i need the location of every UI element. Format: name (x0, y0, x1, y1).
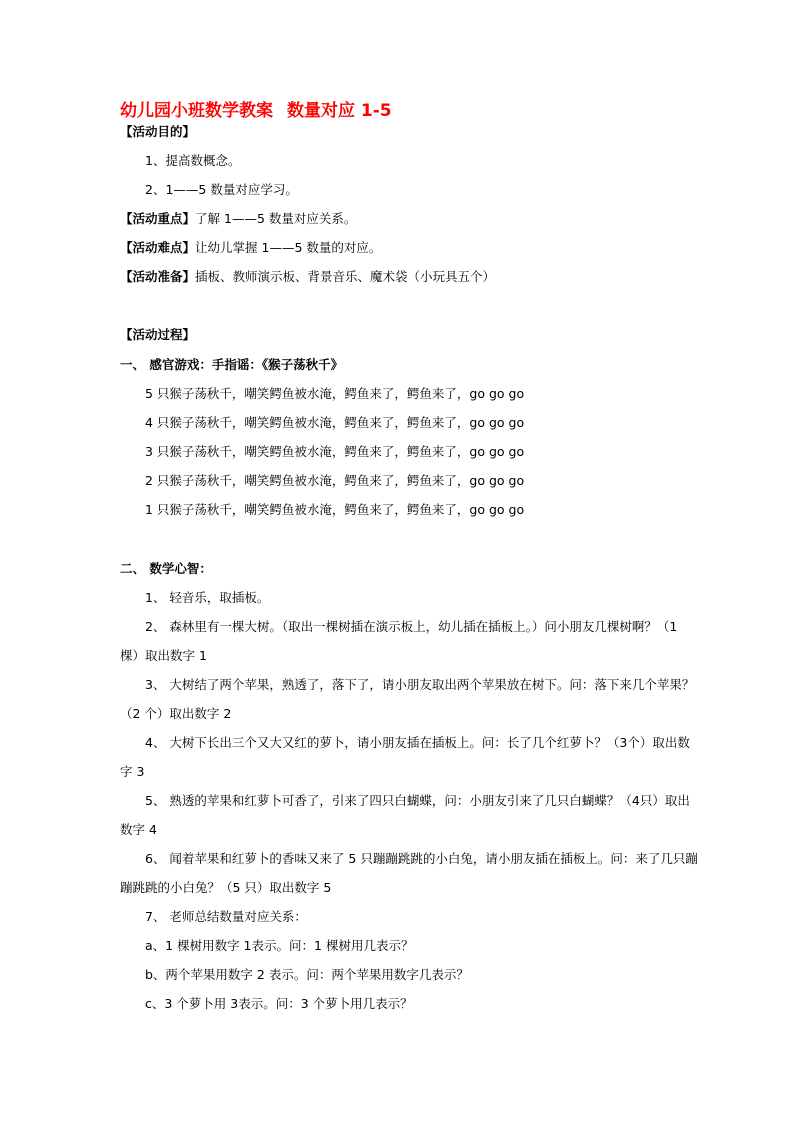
rhyme-line: 1 只猴子荡秋千，嘲笑鳄鱼被水淹，鳄鱼来了，鳄鱼来了，go go go (145, 502, 525, 517)
summary-item-c: c、3 个萝卜用 3表示。问：3 个萝卜用几表示？ (145, 996, 413, 1011)
difficulty-label: 【活动难点】 (120, 240, 196, 255)
summary-item-a: a、1 棵树用数字 1表示。问：1 棵树用几表示？ (145, 938, 414, 953)
focus-label: 【活动重点】 (120, 211, 196, 226)
title-subtitle: 数量对应 1-5 (287, 101, 392, 121)
step-6-continued: 蹦跳跳的小白兔？（5 只）取出数字 5 (120, 880, 332, 895)
preparation-label: 【活动准备】 (120, 269, 196, 284)
step-3-continued: （2 个）取出数字 2 (120, 706, 232, 721)
objective-item-1: 1、提高数概念。 (145, 153, 241, 168)
step-4: 4、 大树下长出三个又大又红的萝卜，请小朋友插在插板上。问：长了几个红萝卜？（3个）取出数 (145, 735, 690, 750)
part2-heading: 二、 数学心智： (120, 561, 212, 576)
objectives-heading: 【活动目的】 (120, 124, 196, 139)
step-1: 1、 轻音乐，取插板。 (145, 590, 270, 605)
step-5-continued: 数字 4 (120, 822, 157, 837)
rhyme-line: 5 只猴子荡秋千，嘲笑鳄鱼被水淹，鳄鱼来了，鳄鱼来了，go go go (145, 386, 525, 401)
rhyme-line: 3 只猴子荡秋千，嘲笑鳄鱼被水淹，鳄鱼来了，鳄鱼来了，go go go (145, 444, 525, 459)
part1-heading: 一、 感官游戏：手指谣：《猴子荡秋千》 (120, 357, 344, 372)
focus-text: 了解 1——5 数量对应关系。 (195, 211, 357, 226)
summary-item-b: b、两个苹果用数字 2 表示。问：两个苹果用数字几表示？ (145, 967, 469, 982)
rhyme-line: 2 只猴子荡秋千，嘲笑鳄鱼被水淹，鳄鱼来了，鳄鱼来了，go go go (145, 473, 525, 488)
focus-line (120, 211, 680, 227)
title-text: 幼儿园小班数学教案 (120, 101, 273, 121)
step-3: 3、 大树结了两个苹果，熟透了，落下了，请小朋友取出两个苹果放在树下。问：落下来几个苹果？ (145, 677, 695, 692)
preparation-text: 插板、教师演示板、背景音乐、魔术袋（小玩具五个） (195, 269, 496, 284)
preparation-line (120, 269, 680, 285)
step-2: 2、 森林里有一棵大树。（取出一棵树插在演示板上，幼儿插在插板上。）问小朋友几棵树啊？（1 (145, 619, 678, 634)
objective-item-2: 2、1——5 数量对应学习。 (145, 182, 298, 197)
step-2-continued: 棵）取出数字 1 (120, 648, 207, 663)
difficulty-text: 让幼儿掌握 1——5 数量的对应。 (195, 240, 382, 255)
step-6: 6、 闻着苹果和红萝卜的香味又来了 5 只蹦蹦跳跳的小白兔，请小朋友插在插板上。问：来了几只蹦 (145, 851, 698, 866)
step-4-continued: 字 3 (120, 764, 145, 779)
step-5: 5、 熟透的苹果和红萝卜可香了，引来了四只白蝴蝶，问：小朋友引来了几只白蝴蝶？（4只）取出 (145, 793, 690, 808)
process-heading: 【活动过程】 (120, 327, 196, 342)
step-7: 7、 老师总结数量对应关系： (145, 909, 307, 924)
rhyme-line: 4 只猴子荡秋千，嘲笑鳄鱼被水淹，鳄鱼来了，鳄鱼来了，go go go (145, 415, 525, 430)
document-title (120, 96, 392, 121)
difficulty-line (120, 240, 680, 256)
